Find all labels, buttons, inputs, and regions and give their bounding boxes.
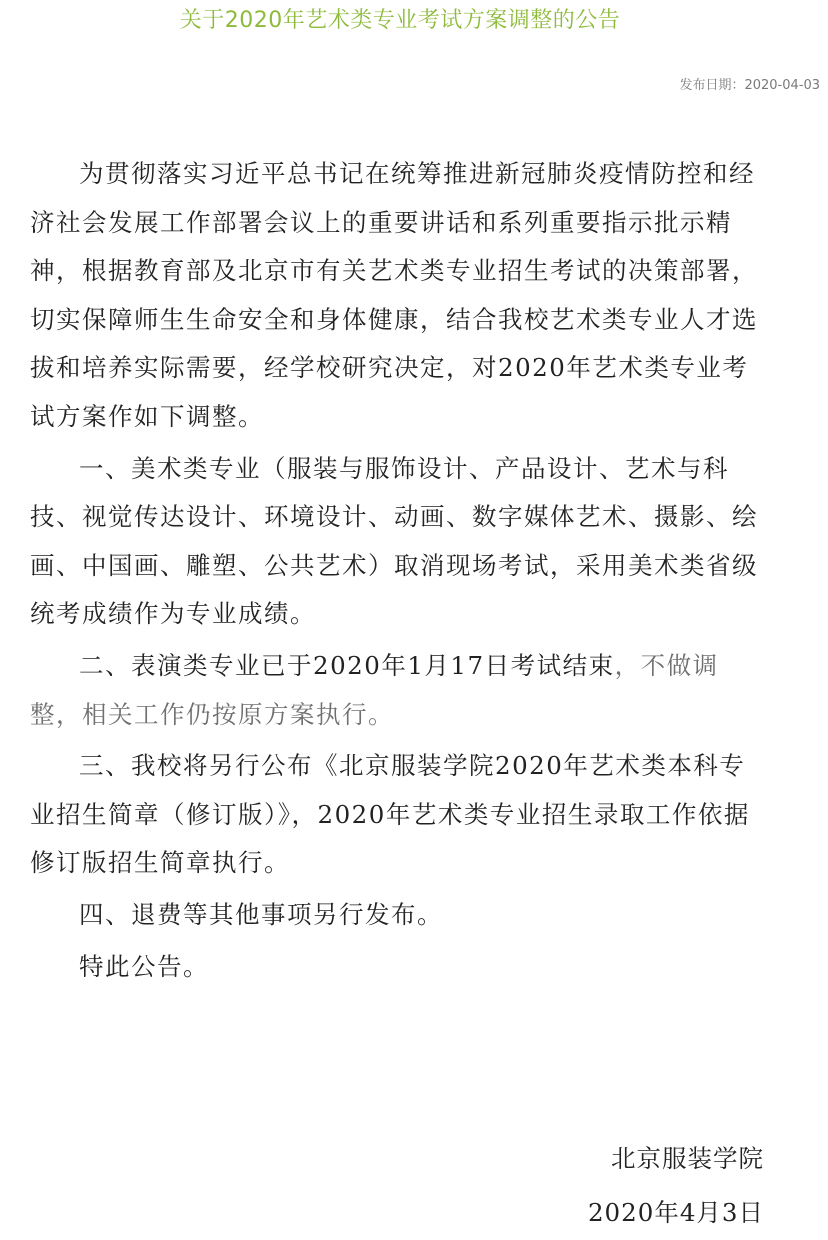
publish-date: 发布日期：2020-04-03: [679, 78, 820, 93]
paragraph-intro: 为贯彻落实习近平总书记在统筹推进新冠肺炎疫情防控和经济社会发展工作部署会议上的重要讲话和系列重要指示批示精神，根据教育部及北京市有关艺术类专业招生考试的决策部署，切实保障师生生命安全和身体健康，结合我校艺术类专业人才选拔和培养实际需要，经学校研究决定，对2020年艺术类专业考试方案作如下调整。: [30, 159, 758, 431]
signature-org: 北京服装学院: [611, 1144, 764, 1173]
paragraph-item-3: 三、我校将另行公布《北京服装学院2020年艺术类本科专业招生简章（修订版）》，2020年艺术类专业招生录取工作依据修订版招生简章执行。: [30, 751, 750, 878]
paragraph-item-4: 四、退费等其他事项另行发布。: [79, 899, 443, 929]
paragraph-item-1: 一、美术类专业（服装与服饰设计、产品设计、艺术与科技、视觉传达设计、环境设计、动画、数字媒体艺术、摄影、绘画、中国画、雕塑、公共艺术）取消现场考试，采用美术类省级统考成绩作为专业成绩。: [30, 453, 758, 629]
page-title: 关于2020年艺术类专业考试方案调整的公告: [179, 8, 621, 33]
paragraph-closing: 特此公告。: [79, 951, 209, 981]
item-2-rest: ，不做调整，相关工作仍按原方案执行。: [30, 650, 719, 729]
item-2-lead: 二、表演类专业已于2020年1月17日考试结束: [79, 650, 615, 680]
paragraph-item-2: [30, 642, 770, 739]
announcement-body: [30, 150, 770, 994]
signature-date: 2020年4月3日: [587, 1198, 764, 1227]
